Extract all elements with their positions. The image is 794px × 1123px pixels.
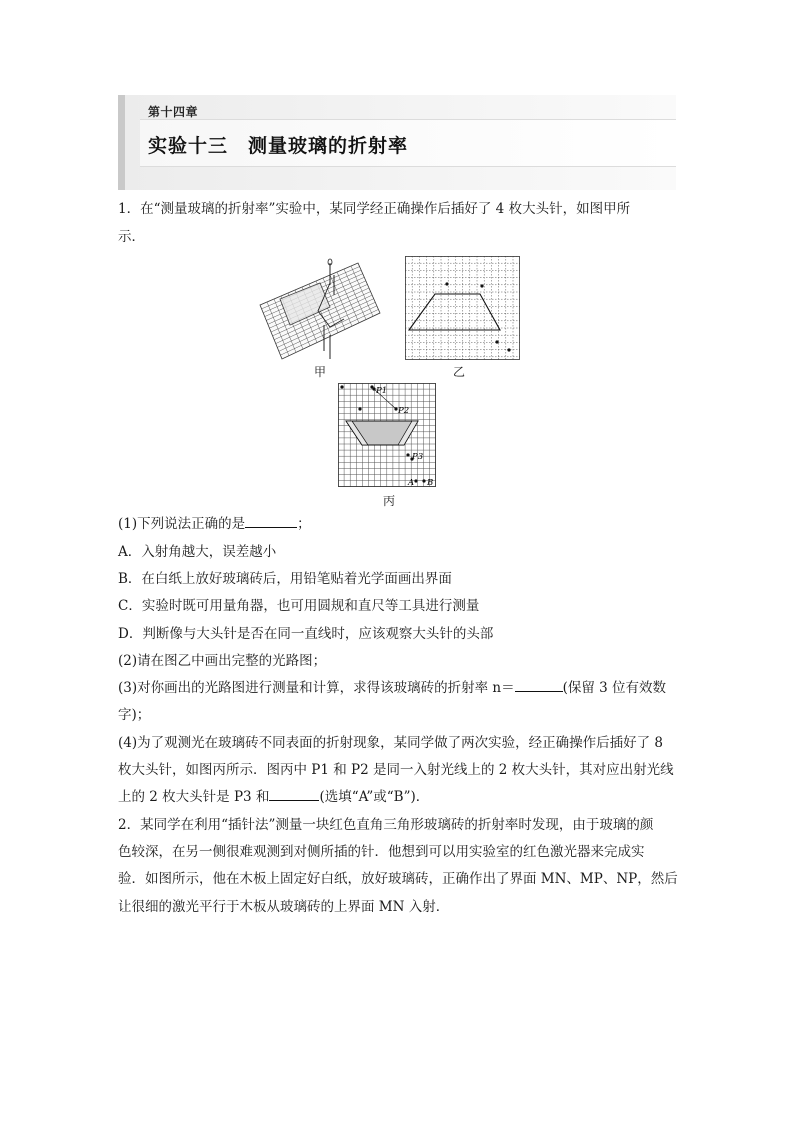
option-b: B．在白纸上放好玻璃砖后，用铅笔贴着光学面画出界面 [118, 571, 452, 587]
q1-sub1 [118, 510, 311, 538]
label-p2: P2 [398, 406, 410, 416]
pin-p3 [406, 453, 409, 456]
label-b: B [427, 478, 434, 488]
page-title: 实验十三 测量玻璃的折射率 [148, 135, 409, 157]
figure-bing-label: 丙 [383, 494, 396, 508]
label-a: A [408, 478, 415, 488]
option-d: D．判断像与大头针是否在同一直线时，应该观察大头针的头部 [118, 626, 494, 642]
q1-sub4-line3 [118, 783, 429, 811]
q2-line3: 验．如图所示，他在木板上固定好白纸，放好玻璃砖，正确作出了界面 MN、MP、NP，然后 [118, 871, 678, 887]
q1-sub3-note: (保留 3 位有效数 [562, 680, 667, 696]
q2-line2: 色较深，在另一侧很难观测到对侧所插的针．他想到可以用实验室的红色激光器来完成实 [118, 844, 645, 860]
figure-bing [338, 383, 438, 489]
pin-dot [480, 284, 483, 287]
figure-jia-label: 甲 [314, 365, 327, 379]
chapter-label: 第十四章 [148, 105, 199, 119]
q1-stem-line2: 示． [118, 229, 145, 245]
q1-sub3-cont: 字)； [118, 707, 151, 723]
pin-b [422, 479, 425, 482]
pin-dot [495, 340, 498, 343]
figure-yi-label: 乙 [453, 365, 466, 379]
figure-jia [258, 255, 383, 363]
pin-dot [507, 348, 510, 351]
option-a: A．入射角越大，误差越小 [118, 544, 277, 560]
q1-sub4-line2: 枚大头针，如图丙所示．图丙中 P1 和 P2 是同一入射光线上的 2 枚大头针，其对应出射光线 [118, 762, 674, 778]
answer-blank-3[interactable] [515, 677, 563, 692]
answer-blank-1[interactable] [245, 513, 297, 528]
q1-sub1-end: ； [297, 516, 311, 532]
label-p1: P1 [376, 386, 388, 396]
answer-blank-4[interactable] [269, 786, 319, 801]
q1-sub4-line3-text: 上的 2 枚大头针是 P3 和 [118, 789, 270, 805]
q1-sub4-line1: (4)为了观测光在玻璃砖不同表面的折射现象，某同学做了两次实验，经正确操作后插好了 8 [118, 735, 664, 751]
pin-a [414, 479, 417, 482]
q2-line4: 让很细的激光平行于木板从玻璃砖的上界面 MN 入射． [118, 899, 450, 915]
q1-sub3 [118, 674, 666, 702]
header-accent-bar [118, 95, 125, 190]
chapter-header [118, 95, 676, 190]
q1-sub3-text: (3)对你画出的光路图进行测量和计算，求得该玻璃砖的折射率 n＝ [118, 680, 515, 696]
q1-stem-line1: 1．在“测量玻璃的折射率”实验中，某同学经正确操作后插好了 4 枚大头针，如图甲所 [118, 201, 631, 217]
q1-sub1-text: (1)下列说法正确的是 [118, 516, 246, 532]
q1-sub2: (2)请在图乙中画出完整的光路图； [118, 653, 327, 669]
q2-line1: 2．某同学在利用“插针法”测量一块红色直角三角形玻璃砖的折射率时发现，由于玻璃的颜 [118, 817, 654, 833]
option-c: C．实验时既可用量角器，也可用圆规和直尺等工具进行测量 [118, 598, 480, 614]
q1-sub4-line3-end: (选填“A”或“B”)． [319, 789, 430, 805]
pin-dot [445, 282, 448, 285]
figure-yi [405, 256, 520, 360]
label-p3: P3 [412, 452, 424, 462]
